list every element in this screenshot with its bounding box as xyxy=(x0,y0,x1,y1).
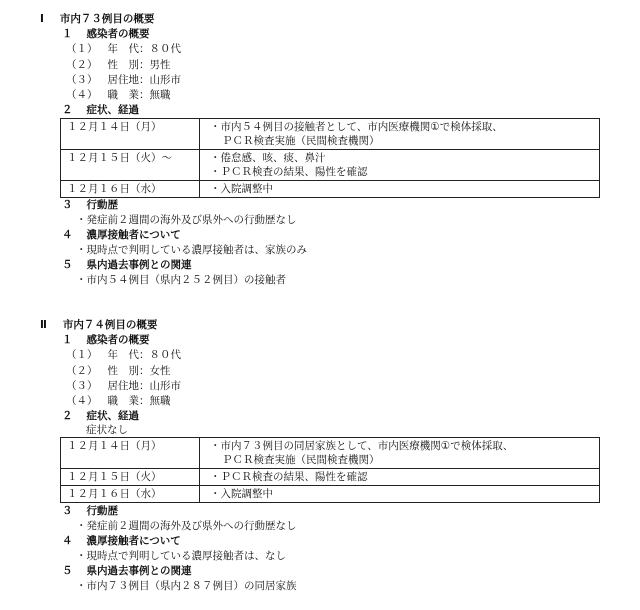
section-text: ・市内５４例目（県内２５２例目）の接触者 xyxy=(76,274,286,286)
section-title: 行動歴 xyxy=(86,505,118,517)
timeline-row xyxy=(61,469,600,486)
timeline-description: ・ＰＣＲ検査の結果、陽性を確認 xyxy=(200,469,600,486)
section-title: 濃厚接触者について xyxy=(86,535,181,547)
profile-row: （２） 性 別：男性 xyxy=(66,59,171,71)
profile-row: （３） 居住地：山形市 xyxy=(66,380,181,392)
section-text: ・市内７３例目（県内２８７例目）の同居家族 xyxy=(76,580,297,592)
section-title: 感染者の概要 xyxy=(86,28,150,40)
profile-row: （１） 年 代：８０代 xyxy=(66,43,181,55)
section-heading: ２ 症状、経過 xyxy=(62,104,139,116)
section-heading: ４ 濃厚接触者について xyxy=(62,535,181,547)
timeline-row xyxy=(61,150,600,181)
case-roman-numeral: Ⅱ xyxy=(40,319,47,331)
section-heading: ４ 濃厚接触者について xyxy=(62,229,181,241)
section-heading: １ 感染者の概要 xyxy=(62,28,150,40)
section-heading: ５ 県内過去事例との関連 xyxy=(62,259,192,271)
timeline-row xyxy=(61,181,600,198)
timeline-table xyxy=(60,437,600,503)
section-title: 行動歴 xyxy=(86,199,118,211)
timeline-description: ・市内７３例目の同居家族として、市内医療機関①で検体採取、 ＰＣＲ検査実施（民間検査機関） xyxy=(200,438,600,469)
profile-row: （３） 居住地：山形市 xyxy=(66,74,181,86)
timeline-description: ・入院調整中 xyxy=(200,486,600,503)
symptom-note: 症状なし xyxy=(86,424,128,436)
timeline-description: ・倦怠感、咳、痰、鼻汁 ・ＰＣＲ検査の結果、陽性を確認 xyxy=(200,150,600,181)
timeline-date: １２月１５日（火） xyxy=(61,469,200,486)
section-heading: ３ 行動歴 xyxy=(62,505,118,517)
case-title: 市内７４例目の概要 xyxy=(62,319,158,331)
case-roman-numeral: Ⅰ xyxy=(40,13,44,25)
timeline-table xyxy=(60,118,600,198)
section-heading: ２ 症状、経過 xyxy=(62,410,139,422)
section-heading: ３ 行動歴 xyxy=(62,199,118,211)
timeline-description: ・入院調整中 xyxy=(200,181,600,198)
timeline-date: １２月１６日（水） xyxy=(61,486,200,503)
profile-row: （４） 職 業：無職 xyxy=(66,89,171,101)
profile-row: （４） 職 業：無職 xyxy=(66,395,171,407)
section-text: ・発症前２週間の海外及び県外への行動歴なし xyxy=(76,520,297,532)
timeline-row xyxy=(61,119,600,150)
section-text: ・現時点で判明している濃厚接触者は、家族のみ xyxy=(76,244,307,256)
timeline-date: １２月１４日（月） xyxy=(61,119,200,150)
section-title: 濃厚接触者について xyxy=(86,229,181,241)
section-title: 県内過去事例との関連 xyxy=(86,259,192,271)
section-title: 感染者の概要 xyxy=(86,334,150,346)
timeline-row xyxy=(61,438,600,469)
section-heading: １ 感染者の概要 xyxy=(62,334,150,346)
section-title: 症状、経過 xyxy=(86,410,139,422)
section-heading: ５ 県内過去事例との関連 xyxy=(62,565,192,577)
case-heading xyxy=(40,12,154,26)
timeline-row xyxy=(61,486,600,503)
profile-row: （２） 性 別：女性 xyxy=(66,365,171,377)
timeline-date: １２月１５日（火）～ xyxy=(61,150,200,181)
timeline-date: １２月１４日（月） xyxy=(61,438,200,469)
case-heading xyxy=(40,318,157,332)
section-title: 症状、経過 xyxy=(86,104,139,116)
section-text: ・現時点で判明している濃厚接触者は、なし xyxy=(76,550,286,562)
timeline-description: ・市内５４例目の接触者として、市内医療機関①で検体採取、 ＰＣＲ検査実施（民間検査機関） xyxy=(200,119,600,150)
section-title: 県内過去事例との関連 xyxy=(86,565,192,577)
case-title: 市内７３例目の概要 xyxy=(59,13,155,25)
profile-row: （１） 年 代：８０代 xyxy=(66,349,181,361)
timeline-date: １２月１６日（水） xyxy=(61,181,200,198)
section-text: ・発症前２週間の海外及び県外への行動歴なし xyxy=(76,214,297,226)
